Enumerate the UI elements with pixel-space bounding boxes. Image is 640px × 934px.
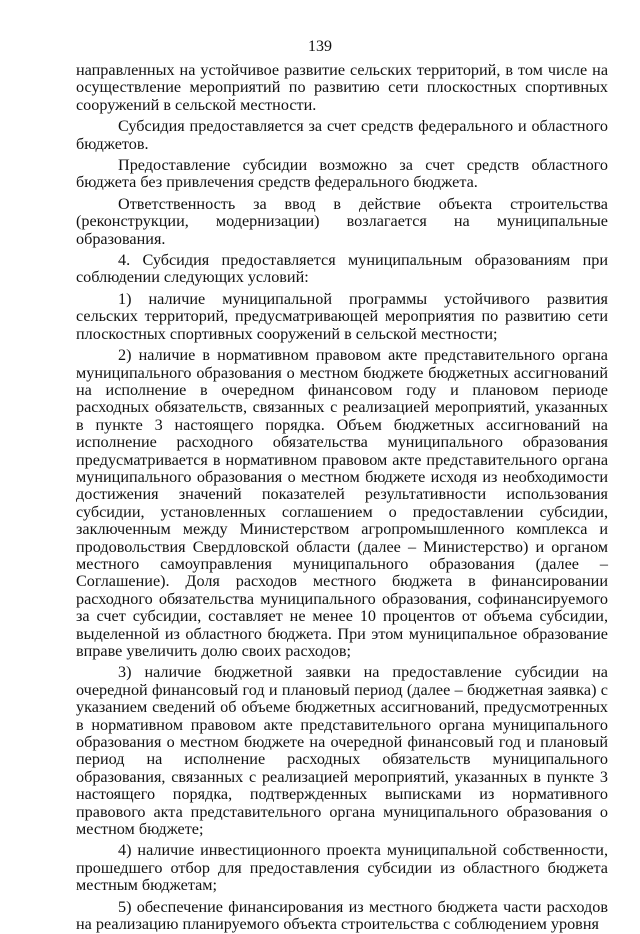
paragraph-condition-1: 1) наличие муниципальной программы устойчивого развития сельских территорий, предусматривающей мероприятия по развитию сети плоскостных спортивных сооружений в сельской местности; [76,289,608,343]
paragraph-condition-3: 3) наличие бюджетной заявки на предоставление субсидии на очередной финансовый год и плановый период (далее – бюджетная заявка) с указанием сведений об объеме бюджетных ассигнований, предусмотренных в нормативном правовом акте представительного органа муниципального образования о местном бюджете на очередной финансовый год и плановый период на исполнение расходных обязательств муниципального образования, связанных с реализацией мероприятий, указанных в пункте 3 настоящего порядка, подтвержденных выписками из нормативного правового акта представительного органа муниципального образования о местном бюджете; [76,663,608,839]
paragraph-condition-4: 4) наличие инвестиционного проекта муниципальной собственности, прошедшего отбор для предоставления субсидии из областного бюджета местным бюджетам; [76,841,608,895]
paragraph-responsibility: Ответственность за ввод в действие объекта строительства (реконструкции, модернизации) возлагается на муниципальные образования. [76,194,608,248]
paragraph-condition-5: 5) обеспечение финансирования из местного бюджета части расходов на реализацию планируемого объекта строительства с соблюдением уровня [76,897,608,934]
paragraph-conditions-intro: 4. Субсидия предоставляется муниципальным образованиям при соблюдении следующих условий: [76,251,608,287]
paragraph-regional-budget: Предоставление субсидии возможно за счет средств областного бюджета без привлечения средств федерального бюджета. [76,156,608,192]
paragraph-subsidy-source: Субсидия предоставляется за счет средств федерального и областного бюджетов. [76,117,608,153]
document-body [76,62,608,934]
page-number: 139 [308,38,332,55]
paragraph-continuation: направленных на устойчивое развитие сельских территорий, в том числе на осуществление мероприятий по развитию сети плоскостных спортивных сооружений в сельской местности. [76,61,608,114]
paragraph-condition-2: 2) наличие в нормативном правовом акте представительного органа муниципального образования о местном бюджете бюджетных ассигнований на исполнение в очередном финансовом году и плановом периоде расходных обязательств, связанных с реализацией мероприятий, указанных в пункте 3 настоящего порядка. Объем бюджетных ассигнований на исполнение расходного обязательства муниципального образования предусматривается в нормативном правовом акте представительного органа муниципального образования о местном бюджете исходя из необходимости достижения значений показателей результативности использования субсидии, установленных соглашением о предоставлении субсидии, заключенным между Министерством агропромышленного комплекса и продовольствия Свердловской области (далее – Министерство) и органом местного самоуправления муниципального образования (далее – Соглашение). Доля расходов местного бюджета в финансировании расходного обязательства муниципального образования, софинансируемого за счет субсидии, составляет не менее 10 процентов от объема субсидии, выделенной из областного бюджета. При этом муниципальное образование вправе увеличить долю своих расходов; [76,346,608,660]
